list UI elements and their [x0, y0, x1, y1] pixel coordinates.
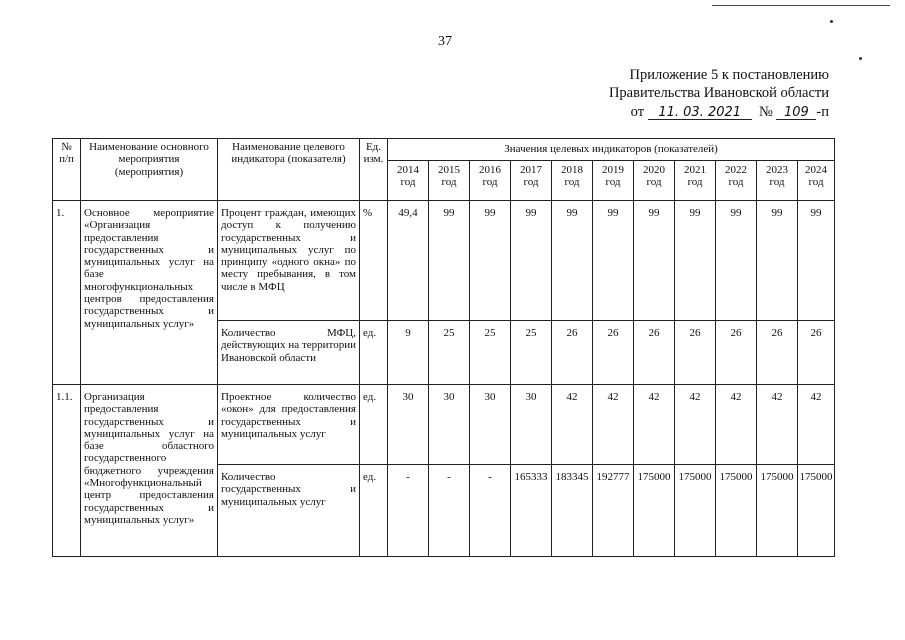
header-measure: Наименование основного мероприятия (мероприятия)	[81, 139, 218, 201]
value-cell: 99	[511, 201, 552, 321]
value-cell: 26	[798, 321, 835, 385]
value-cell: -	[470, 465, 511, 557]
value-cell: 26	[716, 321, 757, 385]
value-cell: 26	[552, 321, 593, 385]
header-indicator: Наименование целевого индикатора (показателя)	[218, 139, 360, 201]
value-cell: 49,4	[388, 201, 429, 321]
row-indicator: Проектное количество «окон» для предоставления государственных и муниципальных услуг	[218, 385, 360, 465]
value-cell: 175000	[757, 465, 798, 557]
annex-date-number-line	[631, 104, 829, 121]
value-cell: 175000	[716, 465, 757, 557]
value-cell: 99	[716, 201, 757, 321]
scan-speck	[830, 20, 833, 23]
value-cell: -	[388, 465, 429, 557]
scan-speck	[859, 57, 862, 60]
value-cell: 183345	[552, 465, 593, 557]
top-rule-line	[712, 5, 890, 6]
header-year: 2022 год	[716, 161, 757, 201]
header-year: 2019 год	[593, 161, 634, 201]
value-cell: 99	[552, 201, 593, 321]
value-cell: 42	[716, 385, 757, 465]
row-unit: ед.	[360, 465, 388, 557]
value-cell: 30	[511, 385, 552, 465]
table-row	[53, 201, 835, 321]
row-unit: ед.	[360, 321, 388, 385]
target-indicators-table	[52, 138, 835, 557]
row-indicator: Количество государственных и муниципальных услуг	[218, 465, 360, 557]
row-unit: %	[360, 201, 388, 321]
value-cell: 99	[429, 201, 470, 321]
value-cell: 175000	[798, 465, 835, 557]
header-values-group: Значения целевых индикаторов (показателей)	[388, 139, 835, 161]
value-cell: 30	[470, 385, 511, 465]
row-num: 1.1.	[53, 385, 81, 557]
value-cell: 42	[593, 385, 634, 465]
handwritten-number: 109	[776, 106, 816, 120]
date-prefix: от	[630, 104, 645, 120]
header-year: 2018 год	[552, 161, 593, 201]
value-cell: 26	[675, 321, 716, 385]
header-row	[53, 139, 835, 161]
value-cell: 175000	[634, 465, 675, 557]
value-cell: 99	[757, 201, 798, 321]
value-cell: 42	[757, 385, 798, 465]
row-indicator: Процент граждан, имеющих доступ к получению государственных и муниципальных услуг по принципу «одного окна» по месту пребывания, в том числе в МФЦ	[218, 201, 360, 321]
value-cell: 25	[429, 321, 470, 385]
value-cell: 42	[675, 385, 716, 465]
value-cell: 42	[634, 385, 675, 465]
row-unit: ед.	[360, 385, 388, 465]
value-cell: 30	[388, 385, 429, 465]
header-year: 2021 год	[675, 161, 716, 201]
value-cell: 26	[757, 321, 798, 385]
row-num: 1.	[53, 201, 81, 385]
header-year: 2014 год	[388, 161, 429, 201]
header-year: 2015 год	[429, 161, 470, 201]
header-year: 2023 год	[757, 161, 798, 201]
value-cell: 99	[593, 201, 634, 321]
value-cell: 9	[388, 321, 429, 385]
annex-title-line1: Приложение 5 к постановлению	[629, 67, 829, 83]
page-number: 37	[438, 34, 452, 49]
header-year: 2024 год	[798, 161, 835, 201]
header-year: 2017 год	[511, 161, 552, 201]
value-cell: 99	[798, 201, 835, 321]
value-cell: 42	[552, 385, 593, 465]
value-cell: 99	[634, 201, 675, 321]
header-num: № п/п	[53, 139, 81, 201]
value-cell: -	[429, 465, 470, 557]
number-suffix: -п	[816, 104, 829, 120]
value-cell: 30	[429, 385, 470, 465]
value-cell: 42	[798, 385, 835, 465]
value-cell: 26	[593, 321, 634, 385]
value-cell: 26	[634, 321, 675, 385]
annex-title-line2: Правительства Ивановской области	[608, 85, 829, 101]
value-cell: 165333	[511, 465, 552, 557]
value-cell: 192777	[593, 465, 634, 557]
value-cell: 99	[675, 201, 716, 321]
row-indicator: Количество МФЦ, действующих на территории Ивановской области	[218, 321, 360, 385]
handwritten-date: 11. 03. 2021	[648, 106, 752, 120]
header-year: 2016 год	[470, 161, 511, 201]
number-prefix: №	[758, 104, 773, 120]
row-measure: Организация предоставления государственных и муниципальных услуг на базе областного государственного бюджетного учреждения «Многофункциональный центр предоставления государственных и муниципальных услуг»	[81, 385, 218, 557]
header-unit: Ед. изм.	[360, 139, 388, 201]
header-year: 2020 год	[634, 161, 675, 201]
value-cell: 25	[511, 321, 552, 385]
value-cell: 25	[470, 321, 511, 385]
row-measure: Основное мероприятие «Организация предоставления государственных и муниципальных услуг на базе многофункциональных центров предоставления государственных и муниципальных услуг»	[81, 201, 218, 385]
value-cell: 99	[470, 201, 511, 321]
value-cell: 175000	[675, 465, 716, 557]
table-row	[53, 385, 835, 465]
